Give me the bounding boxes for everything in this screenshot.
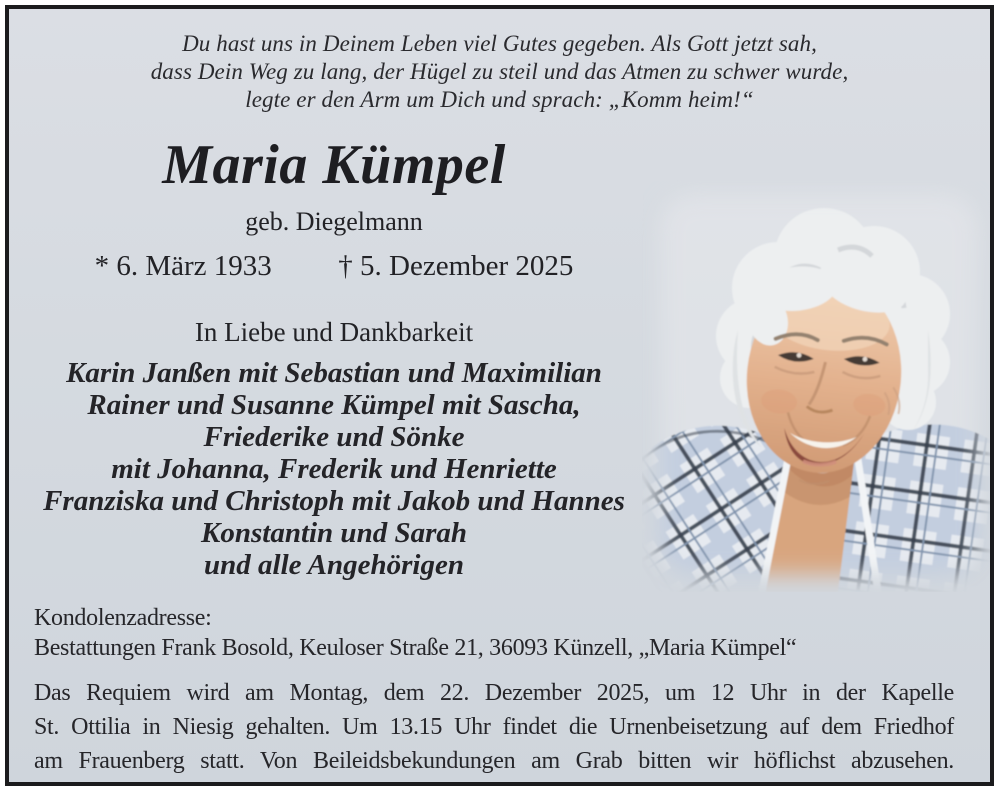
mourner-line: Karin Janßen mit Sebastian und Maximilian xyxy=(66,357,602,389)
mourner-line: Friederike und Sönke xyxy=(203,421,465,453)
deceased-name: Maria Kümpel xyxy=(162,134,506,196)
dedication-line: In Liebe und Dankbarkeit xyxy=(194,317,474,347)
funeral-info-line: Das Requiem wird am Montag, dem 22. Dezember 2025, um 12 Uhr in der Kapelle xyxy=(34,680,954,706)
memorial-verse xyxy=(9,30,990,114)
mourner-line: und alle Angehörigen xyxy=(204,549,464,581)
funeral-info-line: am Frauenberg statt. Von Beileidsbekundungen am Grab bitten wir höflichst abzusehen. xyxy=(34,748,954,774)
mourner-line: Konstantin und Sarah xyxy=(201,517,467,549)
mourner-line: Rainer und Susanne Kümpel mit Sascha, xyxy=(87,389,581,421)
funeral-info xyxy=(34,676,954,778)
funeral-info-line: St. Ottilia in Niesig gehalten. Um 13.15 Uhr findet die Urnenbeisetzung auf dem Friedhof xyxy=(34,714,954,740)
mourner-line: mit Johanna, Frederik und Henriette xyxy=(111,453,557,485)
deceased-info-column xyxy=(22,133,646,581)
funeral-details-block xyxy=(34,603,954,778)
portrait-photo-illustration xyxy=(642,180,990,592)
birth-date: 6. März 1933 xyxy=(116,250,272,282)
condolence-label: Kondolenzadresse: xyxy=(34,605,212,631)
portrait-photo xyxy=(642,180,990,592)
verse-line: Du hast uns in Deinem Leben viel Gutes gegeben. Als Gott jetzt sah, xyxy=(182,31,817,56)
verse-line: dass Dein Weg zu lang, der Hügel zu steil und das Atmen zu schwer wurde, xyxy=(150,59,849,84)
verse-line: legte er den Arm um Dich und sprach: „Komm heim!“ xyxy=(245,87,754,112)
condolence-address: Bestattungen Frank Bosold, Keuloser Straße 21, 36093 Künzell, „Maria Kümpel“ xyxy=(34,635,797,661)
obituary-notice-frame xyxy=(5,5,994,786)
mourner-line: Franziska und Christoph mit Jakob und Hannes xyxy=(43,485,625,517)
maiden-name: geb. Diegelmann xyxy=(245,207,423,236)
death-date: 5. Dezember 2025 xyxy=(360,250,574,282)
life-dates xyxy=(22,249,646,283)
death-cross-symbol: † xyxy=(338,250,353,282)
mourners-list xyxy=(22,357,646,581)
birth-star-symbol: * xyxy=(94,250,110,282)
